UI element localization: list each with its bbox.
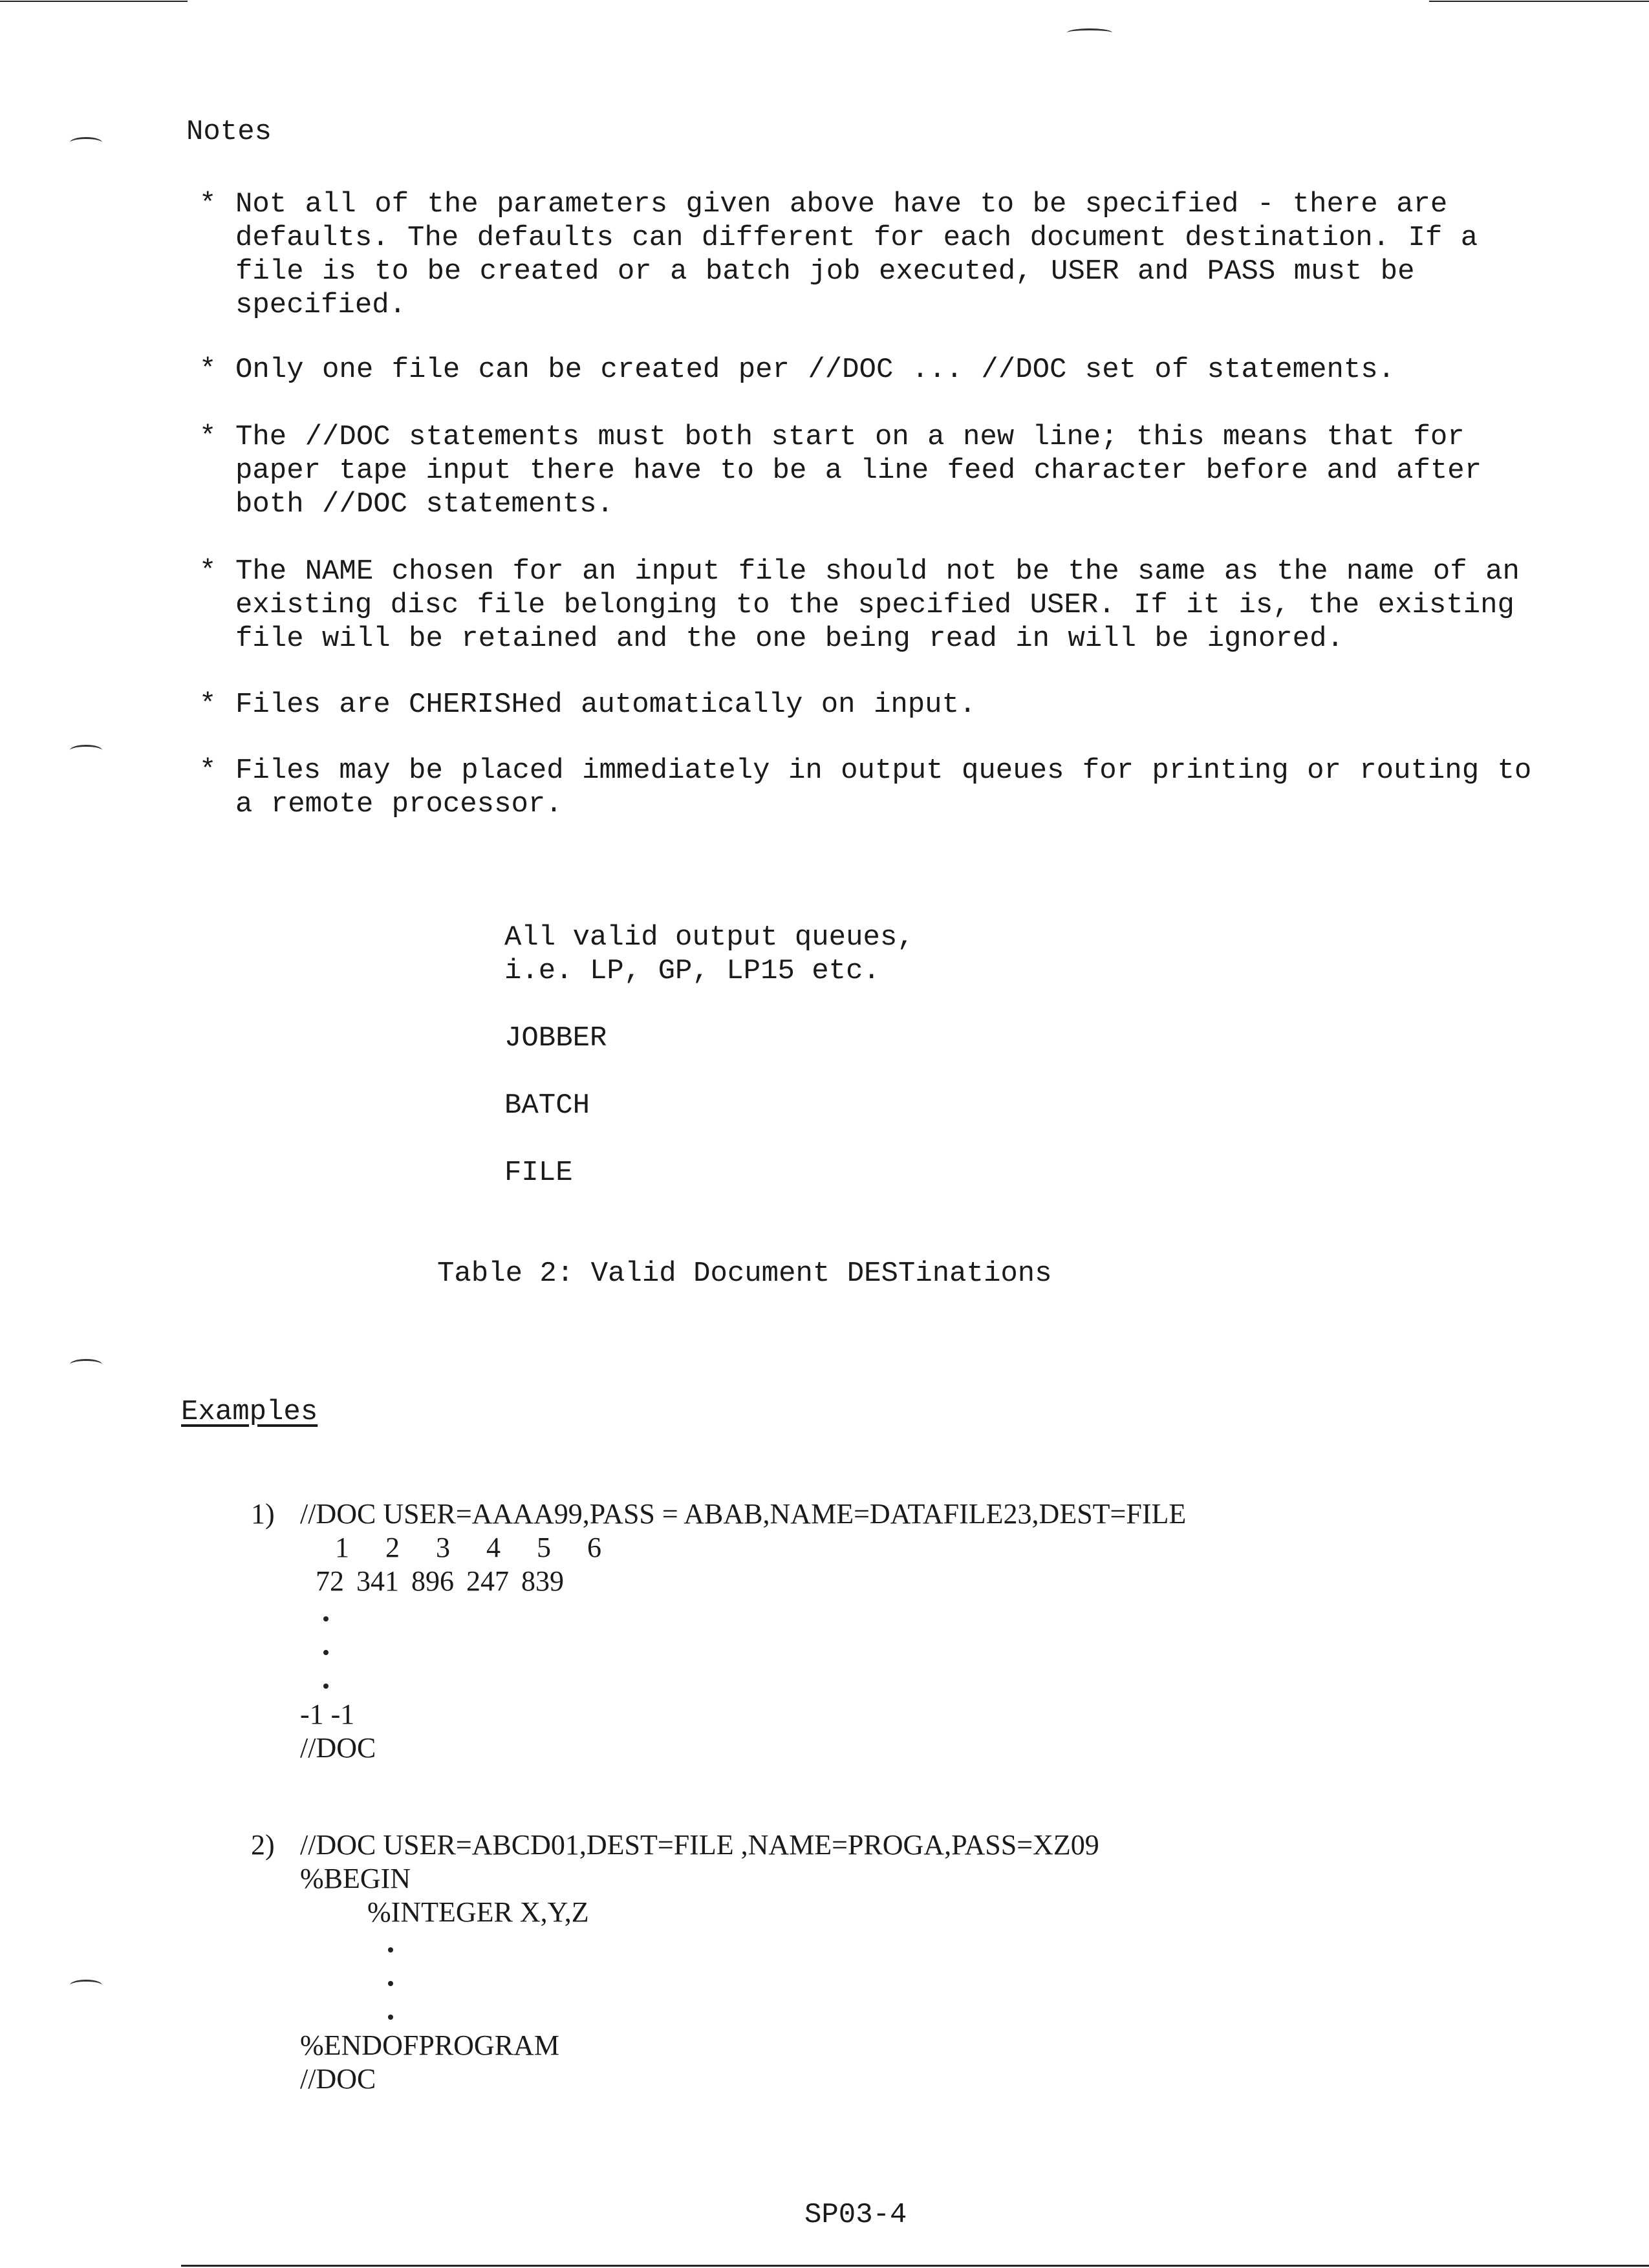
margin-mark xyxy=(70,137,102,148)
example-1-column-number: 6 xyxy=(587,1532,601,1563)
margin-mark xyxy=(70,745,102,756)
note-item: Not all of the parameters given above have to be specified - there are defaults. The defaults can different for each document destination. If a file is to be created or a batch job executed, USER and PASS must be specified. xyxy=(235,188,1478,321)
note-item: The //DOC statements must both start on a new line; this means that for paper tape input there have to be a line feed character before and after both //DOC statements. xyxy=(235,421,1482,520)
example-1-column-number: 4 xyxy=(486,1532,501,1563)
example-1-column-number: 5 xyxy=(537,1532,551,1563)
continuation-dot xyxy=(388,1947,393,1952)
continuation-dot xyxy=(323,1650,329,1655)
bullet-star: * xyxy=(199,555,217,588)
table-entry: i.e. LP, GP, LP15 etc. xyxy=(504,955,880,987)
continuation-dot xyxy=(388,1981,393,1986)
continuation-dot xyxy=(388,2015,393,2020)
example-1-terminator: //DOC xyxy=(300,1732,376,1764)
example-2-terminator: //DOC xyxy=(300,2063,376,2095)
bullet-star: * xyxy=(199,689,217,721)
bottom-edge-rule xyxy=(181,2265,1649,2267)
bullet-star: * xyxy=(199,754,217,787)
bullet-star: * xyxy=(199,354,217,386)
margin-mark xyxy=(70,1359,102,1370)
top-edge-rule-right xyxy=(1429,1,1649,2)
margin-mark xyxy=(70,1980,102,1991)
example-2-number: 2) xyxy=(251,1829,275,1861)
example-1-number: 1) xyxy=(251,1498,275,1530)
table-entry: BATCH xyxy=(504,1089,590,1122)
example-1-column-number: 3 xyxy=(436,1532,450,1563)
example-1-column-number: 1 xyxy=(335,1532,349,1563)
page-number: SP03-4 xyxy=(804,2199,907,2231)
table-entry: JOBBER xyxy=(504,1022,607,1054)
note-item: Files are CHERISHed automatically on input. xyxy=(235,689,976,721)
example-1-command: //DOC USER=AAAA99,PASS = ABAB,NAME=DATAFILE23,DEST=FILE xyxy=(300,1498,1187,1530)
example-2-begin: %BEGIN xyxy=(300,1863,411,1894)
note-item: Files may be placed immediately in output queues for printing or routing to a remote processor. xyxy=(235,754,1532,820)
continuation-dot xyxy=(323,1684,329,1689)
example-1-data-line: 72 341 896 247 839 xyxy=(316,1565,564,1597)
top-scan-mark xyxy=(1067,28,1112,37)
example-2-end: %ENDOFPROGRAM xyxy=(300,2029,559,2061)
notes-heading: Notes xyxy=(186,116,272,148)
examples-heading: Examples xyxy=(181,1396,318,1428)
bullet-star: * xyxy=(199,421,217,453)
table-caption: Table 2: Valid Document DESTinations xyxy=(437,1257,1052,1290)
example-1-column-number: 2 xyxy=(385,1532,400,1563)
note-item: The NAME chosen for an input file should not be the same as the name of an existing disc file belonging to the specified USER. If it is, the existing file will be retained and the one being read in will be ignored. xyxy=(235,555,1520,655)
example-2-declaration: %INTEGER X,Y,Z xyxy=(367,1896,589,1928)
note-item: Only one file can be created per //DOC ... //DOC set of statements. xyxy=(235,354,1396,386)
example-1-end-line: -1 -1 xyxy=(300,1698,355,1730)
bullet-star: * xyxy=(199,188,217,220)
continuation-dot xyxy=(323,1616,329,1621)
example-2-command: //DOC USER=ABCD01,DEST=FILE ,NAME=PROGA,PASS=XZ09 xyxy=(300,1829,1099,1861)
table-entry: FILE xyxy=(504,1157,573,1189)
top-edge-rule-left xyxy=(0,1,188,2)
table-entry: All valid output queues, xyxy=(504,921,914,954)
